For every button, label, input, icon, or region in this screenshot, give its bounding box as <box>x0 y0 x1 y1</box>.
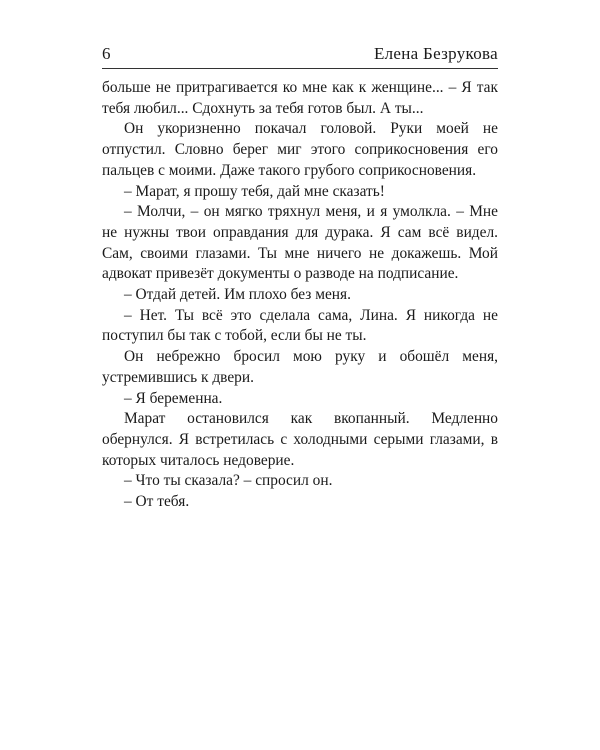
body-text <box>102 78 498 513</box>
author-name: Елена Безрукова <box>373 44 498 63</box>
paragraph: больше не притрагивается ко мне как к женщине... – Я так тебя любил... Сдохнуть за тебя готов был. А ты... <box>102 79 498 117</box>
paragraph: Марат остановился как вкопанный. Медленно обернулся. Я встретилась с холодными серыми глазами, в которых читалось недоверие. <box>102 410 498 469</box>
paragraph: – Нет. Ты всё это сделала сама, Лина. Я никогда не поступил бы так с тобой, если бы не ты. <box>102 306 498 345</box>
paragraph: – Что ты сказала? – спросил он. <box>124 472 333 490</box>
paragraph: – Отдай детей. Им плохо без меня. <box>124 286 351 304</box>
paragraph: – От тебя. <box>124 493 190 511</box>
paragraph: – Марат, я прошу тебя, дай мне сказать! <box>124 182 385 200</box>
paragraph: Он небрежно бросил мою руку и обошёл меня, устремившись к двери. <box>102 348 498 386</box>
header-rule <box>102 68 498 69</box>
paragraph: – Молчи, – он мягко тряхнул меня, и я умолкла. – Мне не нужны твои оправдания для дурака. Я сам всё видел. Сам, своими глазами. Ты мне ничего не докажешь. Мой адвокат привезёт документы о разводе на подписание. <box>102 203 498 283</box>
paragraph: – Я беременна. <box>124 389 223 407</box>
page-number: 6 <box>102 44 111 63</box>
paragraph: Он укоризненно покачал головой. Руки моей не отпустил. Словно берег миг этого соприкосновения его пальцев с моими. Даже такого грубого соприкосновения. <box>102 120 498 179</box>
running-head <box>102 40 498 66</box>
